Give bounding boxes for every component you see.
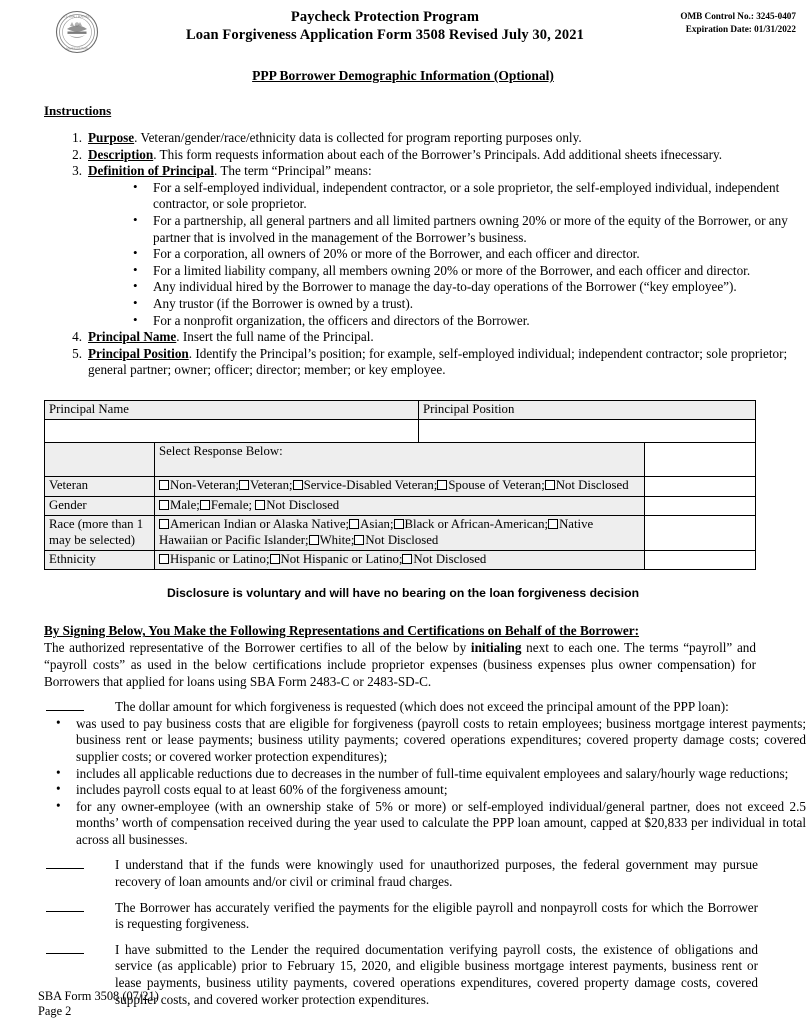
instruction-label: Principal Name (88, 329, 177, 345)
table-row-select-response (45, 443, 756, 477)
header-title-block (150, 8, 620, 44)
checkbox-icon[interactable] (159, 480, 169, 490)
principal-bullet: • For a nonprofit organization, the officers and directors of the Borrower. (131, 313, 806, 330)
certification-item-1 (44, 699, 758, 716)
principal-name-input[interactable] (45, 420, 419, 443)
checkbox-option (200, 498, 252, 512)
instruction-number: 2. (72, 146, 82, 162)
checkbox-icon[interactable] (159, 519, 169, 529)
checkbox-icon[interactable] (159, 500, 169, 510)
principal-bullet: • For a corporation, all owners of 20% or more of the Borrower, and each officer and director. (131, 246, 806, 263)
checkbox-icon[interactable] (270, 554, 280, 564)
checkbox-icon[interactable] (545, 480, 555, 490)
checkbox-option (270, 552, 403, 566)
principal-position-header: Principal Position (419, 400, 756, 419)
program-title: Paycheck Protection Program (290, 9, 480, 25)
table-row-entry (45, 420, 756, 443)
category-label-race: Race (more than 1 may be selected) (45, 516, 155, 551)
certification-text: The dollar amount for which forgiveness is requested (which does not exceed the principal amount of the PPP loan): (115, 699, 729, 715)
instruction-label: Definition of Principal (88, 163, 215, 179)
checkbox-icon[interactable] (354, 535, 364, 545)
principal-bullet: • Any trustor (if the Borrower is owned by a trust). (131, 296, 806, 313)
table-row (45, 496, 756, 515)
checkbox-icon[interactable] (548, 519, 558, 529)
form-title: Loan Forgiveness Application Form 3508 Revised July 30, 2021 (186, 27, 584, 43)
principal-bullet: • For a limited liability company, all members owning 20% or more of the Borrower, and each officer and director. (131, 263, 806, 280)
instruction-item-2 (66, 147, 806, 164)
table-row (45, 516, 756, 551)
certification-1-bullets (0, 716, 806, 849)
svg-text:ADMINISTRATION: ADMINISTRATION (66, 47, 88, 51)
options-cell-race[interactable] (155, 516, 645, 551)
option-label: Asian; (360, 517, 394, 532)
certifications-heading: By Signing Below, You Make the Following Representations and Certifications on Behalf of the Borrower: (44, 623, 640, 639)
category-label-veteran: Veteran (45, 477, 155, 496)
checkbox-icon[interactable] (394, 519, 404, 529)
principal-bullet: • For a partnership, all general partners and all limited partners owning 20% or more of the equity of the Borrower, or any partner that is involved in the management of the Borrower’s business. (131, 213, 806, 246)
options-cell-gender[interactable] (155, 496, 645, 515)
certification-item-3 (44, 900, 758, 933)
checkbox-option (349, 517, 393, 531)
certification-bullet: • was used to pay business costs that are eligible for forgiveness (payroll costs to retain employees; business mortgage interest payments; business rent or lease payments; business utility payments; covered operations expenditures; covered property damage costs; covered supplier costs; or covered worker protection expenditures); (54, 716, 806, 766)
empty-cell (45, 443, 155, 477)
instruction-label: Principal Position (88, 345, 189, 361)
answer-cell-veteran[interactable] (645, 477, 756, 496)
select-response-label: Select Response Below: (155, 443, 645, 477)
option-label: Black or African-American; (404, 517, 549, 532)
option-label: Female; (210, 497, 253, 512)
option-label: White; (319, 532, 355, 547)
checkbox-icon[interactable] (200, 500, 210, 510)
instruction-item-1 (66, 130, 806, 147)
principal-position-input[interactable] (419, 420, 756, 443)
options-cell-veteran[interactable] (155, 477, 645, 496)
checkbox-option (402, 552, 486, 566)
option-label: Veteran; (249, 478, 293, 493)
omb-control-number: OMB Control No.: 3245-0407 (680, 11, 796, 21)
option-label: Service-Disabled Veteran; (303, 478, 438, 493)
page-number: Page 2 (38, 1004, 72, 1019)
checkbox-option (159, 478, 239, 492)
instructions-list (0, 130, 806, 379)
checkbox-option (159, 517, 349, 531)
page-title (0, 68, 806, 84)
principal-name-header: Principal Name (45, 400, 419, 419)
instruction-item-4 (66, 329, 806, 346)
checkbox-icon[interactable] (239, 480, 249, 490)
options-cell-ethnicity[interactable] (155, 550, 645, 569)
checkbox-icon[interactable] (437, 480, 447, 490)
checkbox-icon[interactable] (159, 554, 169, 564)
certification-item-2 (44, 857, 758, 890)
option-label: American Indian or Alaska Native; (170, 517, 350, 532)
certifications-heading-wrap (0, 600, 806, 640)
answer-cell[interactable] (645, 443, 756, 477)
instruction-number: 4. (72, 329, 82, 345)
sba-seal-icon (55, 10, 99, 54)
certifications-intro (44, 640, 756, 690)
certification-bullet: • includes payroll costs equal to at least 60% of the forgiveness amount; (54, 782, 806, 799)
option-label: Not Disclosed (555, 478, 629, 493)
checkbox-option (437, 478, 544, 492)
disclosure-statement: Disclosure is voluntary and will have no bearing on the loan forgiveness decision (166, 586, 640, 601)
checkbox-option (159, 552, 270, 566)
option-label: Spouse of Veteran; (448, 478, 545, 493)
certification-bullet: • includes all applicable reductions due to decreases in the number of full-time equivalent employees and salary/hourly wage reductions; (54, 766, 806, 783)
checkbox-icon[interactable] (255, 500, 265, 510)
checkbox-option (239, 478, 293, 492)
checkbox-option (293, 478, 438, 492)
page-title-text: PPP Borrower Demographic Information (Optional) (252, 68, 554, 83)
principal-bullet: • Any individual hired by the Borrower to manage the day-to-day operations of the Borrower (“key employee”). (131, 279, 806, 296)
category-label-ethnicity: Ethnicity (45, 550, 155, 569)
option-label: Not Disclosed (266, 497, 340, 512)
checkbox-icon[interactable] (349, 519, 359, 529)
document-header (0, 0, 806, 56)
instruction-number: 1. (72, 130, 82, 145)
checkbox-option (354, 533, 438, 547)
instruction-item-5 (66, 346, 806, 379)
checkbox-option (394, 517, 549, 531)
answer-cell-ethnicity[interactable] (645, 550, 756, 569)
initial-blank-2[interactable] (46, 868, 84, 869)
form-identifier: SBA Form 3508 (07/21) (38, 988, 159, 1003)
svg-text:U.S. SMALL BUSINESS: U.S. SMALL BUSINESS (62, 15, 92, 19)
category-label-gender: Gender (45, 496, 155, 515)
table-row (45, 477, 756, 496)
cert-intro-part1: The authorized representative of the Borrower certifies to all of the below by (44, 640, 471, 656)
option-label: Hispanic or Latino; (170, 551, 270, 566)
instructions-heading-wrap (0, 84, 806, 120)
option-label: Native Hawaiian or Pacific Islander; (159, 517, 594, 547)
omb-expiration-date: Expiration Date: 01/31/2022 (685, 23, 796, 34)
instruction-number: 3. (72, 163, 82, 179)
omb-block (680, 10, 796, 35)
principal-bullet: • For a self-employed individual, independent contractor, or a sole proprietor, the self-employed individual, independent contractor, or sole proprietor. (131, 180, 806, 213)
cert-intro-part2: next to each one. The terms “payroll” and “payroll costs” as used in the below certifications include proprietor expenses (business expenses plus owner compensation) for Borrowers that applied for loans using SBA Form 2483-C or 2483-SD-C. (44, 640, 756, 689)
principal-definition-bullets (88, 180, 806, 329)
checkbox-icon[interactable] (309, 535, 319, 545)
instruction-label: Purpose (88, 130, 135, 145)
answer-cell-race[interactable] (645, 516, 756, 551)
demographic-table (44, 400, 756, 570)
instruction-text: . The term “Principal” means: (214, 163, 372, 179)
checkbox-icon[interactable] (402, 554, 412, 564)
instruction-number: 5. (72, 345, 82, 361)
checkbox-icon[interactable] (293, 480, 303, 490)
option-label: Not Disclosed (413, 551, 487, 566)
instruction-text: . Veteran/gender/race/ethnicity data is collected for program reporting purposes only. (134, 130, 582, 145)
table-row-header (45, 400, 756, 419)
instruction-label: Description (88, 146, 154, 162)
cert-intro-bold: initialing (470, 640, 522, 656)
checkbox-option (255, 498, 339, 512)
option-label: Not Disclosed (365, 532, 439, 547)
instruction-text: . This form requests information about each of the Borrower’s Principals. Add additional sheets ifnecessary. (153, 146, 723, 162)
table-row (45, 550, 756, 569)
certification-bullet: • for any owner-employee (with an ownership stake of 5% or more) or self-employed individual/general partner, does not exceed 2.5 months’ worth of compensation received during the year used to calculate the PPP loan amount, capped at $20,833 per individual in total across all businesses. (54, 799, 806, 849)
initial-blank-1[interactable] (46, 710, 84, 711)
checkbox-option (309, 533, 355, 547)
initial-blank-3[interactable] (46, 911, 84, 912)
option-label: Non-Veteran; (170, 478, 239, 493)
option-label: Not Hispanic or Latino; (280, 551, 403, 566)
document-footer (38, 989, 159, 1020)
option-label: Male; (170, 497, 200, 512)
instruction-item-3 (66, 163, 806, 329)
certification-text: I have submitted to the Lender the required documentation verifying payroll costs, the existence of obligations and service (as applicable) prior to February 15, 2020, and eligible business mortgage interest payments, business rent or lease payments, business utility payments, covered operations expenditures, covered property damage costs, covered supplier costs, and covered worker protection expenditures. (115, 941, 758, 1007)
checkbox-option (159, 498, 200, 512)
certification-text: The Borrower has accurately verified the payments for the eligible payroll and nonpayroll costs for which the Borrower is requesting forgiveness. (115, 899, 758, 932)
answer-cell-gender[interactable] (645, 496, 756, 515)
certification-text: I understand that if the funds were knowingly used for unauthorized purposes, the federal government may pursue recovery of loan amounts and/or civil or criminal fraud charges. (115, 857, 758, 890)
instruction-text: . Insert the full name of the Principal. (176, 329, 374, 345)
instructions-heading: Instructions (44, 103, 112, 118)
instruction-text: . Identify the Principal’s position; for example, self-employed individual; independent contractor; sole proprietor; general partner; owner; officer; director; member; or key employee. (88, 345, 788, 378)
initial-blank-4[interactable] (46, 953, 84, 954)
